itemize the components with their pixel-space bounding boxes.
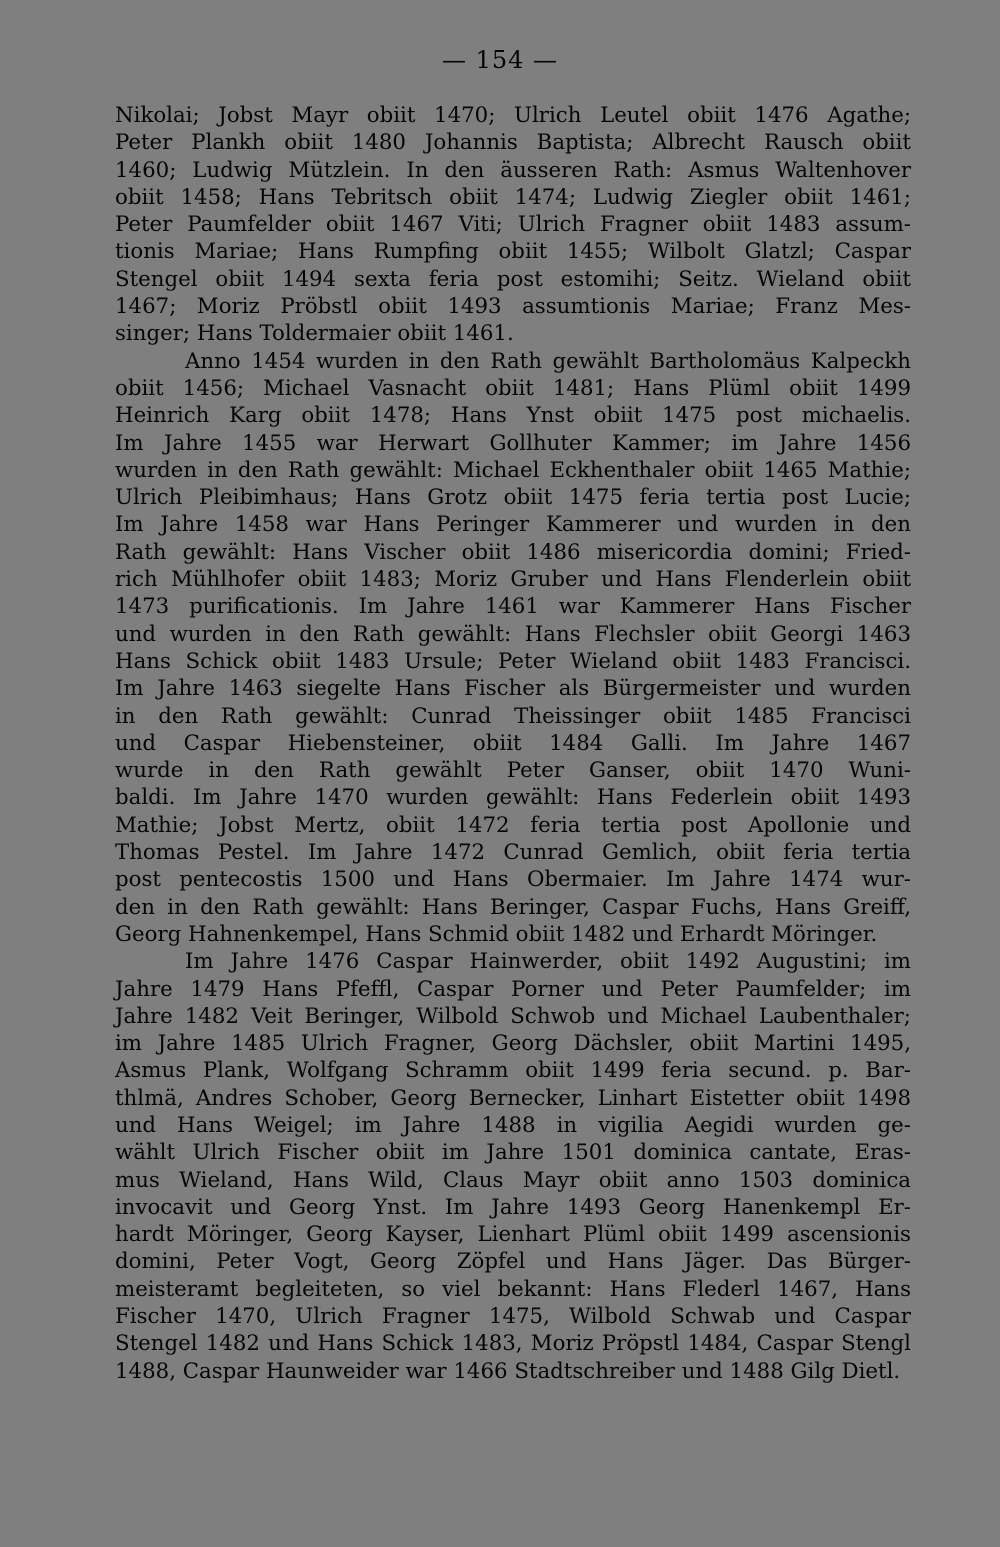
text-line: rich Mühlhofer obiit 1483; Moriz Gruber und Hans Flenderlein obiit: [115, 567, 911, 593]
text-line: obiit 1458; Hans Tebritsch obiit 1474; Ludwig Ziegler obiit 1461;: [115, 184, 911, 210]
text-line: meisteramt begleiteten, so viel bekannt: Hans Flederl 1467, Hans: [115, 1276, 911, 1302]
text-line: Nikolai; Jobst Mayr obiit 1470; Ulrich Leutel obiit 1476 Agathe;: [115, 103, 911, 128]
text-line: in den Rath gewählt: Cunrad Theissinger obiit 1485 Francisci: [115, 703, 911, 729]
text-line: und Hans Weigel; im Jahre 1488 in vigilia Aegidi wurden ge-: [115, 1112, 911, 1138]
text-line: obiit 1456; Michael Vasnacht obiit 1481; Hans Plüml obiit 1499: [115, 375, 911, 401]
text-line: Ulrich Pleibimhaus; Hans Grotz obiit 1475 feria tertia post Lucie;: [115, 485, 911, 511]
text-line: tionis Mariae; Hans Rumpfing obiit 1455; Wilbolt Glatzl; Caspar: [115, 239, 911, 265]
text-line: Im Jahre 1463 siegelte Hans Fischer als Bürgermeister und wurden: [115, 676, 911, 702]
text-line: invocavit und Georg Ynst. Im Jahre 1493 Georg Hanenkempl Er-: [115, 1194, 911, 1220]
text-line: thlmä, Andres Schober, Georg Bernecker, Linhart Eistetter obiit 1498: [115, 1085, 911, 1111]
text-line: Mathie; Jobst Mertz, obiit 1472 feria tertia post Apollonie und: [115, 812, 911, 838]
text-line: post pentecostis 1500 und Hans Obermaier. Im Jahre 1474 wur-: [115, 867, 911, 893]
text-line: hardt Möringer, Georg Kayser, Lienhart Plüml obiit 1499 ascensionis: [115, 1222, 911, 1248]
text-line: wählt Ulrich Fischer obiit im Jahre 1501 dominica cantate, Eras-: [115, 1140, 911, 1166]
text-line: Jahre 1479 Hans Pfeffl, Caspar Porner und Peter Paumfelder; im: [115, 976, 911, 1002]
text-line: Im Jahre 1476 Caspar Hainwerder, obiit 1492 Augustini; im: [185, 949, 911, 975]
text-line: domini, Peter Vogt, Georg Zöpfel und Hans Jäger. Das Bürger-: [115, 1249, 911, 1275]
text-line: Jahre 1482 Veit Beringer, Wilbold Schwob und Michael Laubenthaler;: [115, 1003, 911, 1029]
text-line: singer; Hans Toldermaier obiit 1461.: [115, 321, 514, 347]
text-line: im Jahre 1485 Ulrich Fragner, Georg Dächsler, obiit Martini 1495,: [115, 1031, 911, 1057]
page-number: — 154 —: [441, 46, 559, 74]
text-line: Stengel 1482 und Hans Schick 1483, Moriz Pröpstl 1484, Caspar Stengl: [115, 1331, 911, 1357]
text-line: Asmus Plank, Wolfgang Schramm obiit 1499 feria secund. p. Bar-: [115, 1058, 911, 1084]
text-line: Heinrich Karg obiit 1478; Hans Ynst obiit 1475 post michaelis.: [115, 403, 911, 429]
text-line: und wurden in den Rath gewählt: Hans Flechsler obiit Georgi 1463: [115, 621, 911, 647]
text-line: Georg Hahnenkempel, Hans Schmid obiit 1482 und Erhardt Möringer.: [115, 921, 878, 947]
text-line: Fischer 1470, Ulrich Fragner 1475, Wilbold Schwab und Caspar: [115, 1304, 911, 1330]
text-line: Anno 1454 wurden in den Rath gewählt Bartholomäus Kalpeckh: [185, 348, 911, 374]
text-line: den in den Rath gewählt: Hans Beringer, Caspar Fuchs, Hans Greiff,: [115, 894, 911, 920]
text-line: Peter Plankh obiit 1480 Johannis Baptista; Albrecht Rausch obiit: [115, 130, 911, 156]
text-line: Hans Schick obiit 1483 Ursule; Peter Wieland obiit 1483 Francisci.: [115, 648, 911, 674]
text-line: 1467; Moriz Pröbstl obiit 1493 assumtionis Mariae; Franz Mes-: [115, 294, 911, 320]
text-line: mus Wieland, Hans Wild, Claus Mayr obiit anno 1503 dominica: [115, 1167, 911, 1193]
text-line: Peter Paumfelder obiit 1467 Viti; Ulrich Fragner obiit 1483 assum-: [115, 212, 911, 238]
text-line: baldi. Im Jahre 1470 wurden gewählt: Hans Federlein obiit 1493: [115, 785, 911, 811]
text-line: Im Jahre 1455 war Herwart Gollhuter Kammer; im Jahre 1456: [115, 430, 911, 456]
text-line: Stengel obiit 1494 sexta feria post estomihi; Seitz. Wieland obiit: [115, 266, 911, 292]
text-line: 1460; Ludwig Mützlein. In den äusseren Rath: Asmus Waltenhover: [115, 157, 911, 183]
text-line: Im Jahre 1458 war Hans Peringer Kammerer und wurden in den: [115, 512, 911, 538]
text-line: Rath gewählt: Hans Vischer obiit 1486 misericordia domini; Fried-: [115, 539, 911, 565]
text-line: wurden in den Rath gewählt: Michael Eckhenthaler obiit 1465 Mathie;: [115, 457, 911, 483]
text-line: Thomas Pestel. Im Jahre 1472 Cunrad Gemlich, obiit feria tertia: [115, 840, 911, 866]
text-line: und Caspar Hiebensteiner, obiit 1484 Galli. Im Jahre 1467: [115, 730, 911, 756]
text-line: 1488, Caspar Haunweider war 1466 Stadtschreiber und 1488 Gilg Dietl.: [115, 1358, 901, 1384]
body-text: [115, 102, 911, 1385]
text-line: 1473 purificationis. Im Jahre 1461 war Kammerer Hans Fischer: [115, 594, 911, 620]
text-line: wurde in den Rath gewählt Peter Ganser, obiit 1470 Wuni-: [115, 758, 911, 784]
